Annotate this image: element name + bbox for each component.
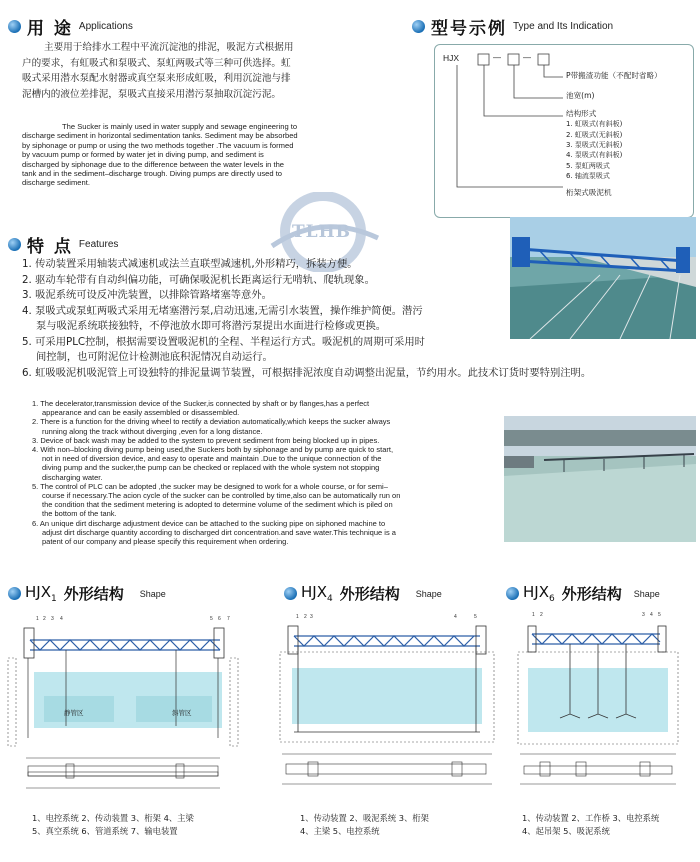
bullet-icon bbox=[412, 20, 425, 33]
sketch1-shape: Shape bbox=[139, 588, 166, 599]
svg-text:6: 6 bbox=[218, 616, 221, 622]
type-title-en: Type and Its Indication bbox=[513, 21, 614, 32]
sketch2-model bbox=[301, 583, 333, 604]
feature-cn-item-cont: 间控制，也可附泥位计检测池底积泥情况自动运行。 bbox=[36, 351, 273, 363]
bullet-icon bbox=[8, 20, 21, 33]
feature-en-line: adjust dirt discharge quantity according to discharged dirt concentration.and save water.This technique is a bbox=[42, 527, 396, 537]
sketch1-drawing bbox=[6, 608, 244, 796]
feature-cn-item: 1. 传动装置采用轴装式减速机或法兰直联型减速机,外形精巧，拆装方便。 bbox=[22, 258, 358, 270]
svg-text:2: 2 bbox=[540, 612, 543, 618]
model-sub: 4 bbox=[326, 594, 333, 604]
applications-en bbox=[22, 122, 394, 188]
feature-en-line: course if necessary.The acion cycle of the sucker can be controlled by time,also can be automatically run on bbox=[42, 491, 401, 501]
type-dash: — bbox=[523, 53, 531, 62]
type-dash: — bbox=[493, 53, 501, 62]
feature-en-line: 3. Device of back wash may be added to the system to prevent sediment from being blocked up in pipes. bbox=[32, 435, 380, 445]
features-cn bbox=[22, 257, 592, 381]
cn-line: 泥槽内的液位差排泥，泵吸式直接采用潜污泵抽取沉淀污泥。 bbox=[22, 88, 282, 100]
model-name: HJX bbox=[301, 583, 327, 601]
svg-text:3: 3 bbox=[310, 614, 313, 620]
feature-cn-item: 4. 泵吸式或泵虹两吸式采用无堵塞潜污泵,启动迅速,无需引水装置，操作维护简便。潜污 bbox=[22, 304, 423, 317]
feature-en-line: 1. The decelerator,transmission device of the Sucker,is connected by shaft or by flanges,has a perfect bbox=[32, 399, 370, 408]
svg-text:4: 4 bbox=[454, 614, 457, 620]
en-line: by siphonage or pump or using the two methods together .The vacuum is formed bbox=[22, 140, 294, 150]
features-header bbox=[8, 232, 118, 257]
sketch3-model bbox=[523, 583, 555, 604]
en-line: tank and in the sediment–discharge trough. Diving pumps are directly used to bbox=[22, 169, 283, 179]
caption-line: 4、起吊架 5、吸泥系统 bbox=[522, 826, 610, 836]
feature-cn-item-cont: 泵与吸泥系统联接独特，不停池放水即可将潜污泵提出水面进行检修或更换。 bbox=[36, 320, 387, 332]
bullet-icon bbox=[284, 587, 297, 600]
svg-text:5: 5 bbox=[658, 612, 661, 618]
applications-cn bbox=[22, 40, 392, 102]
svg-text:5: 5 bbox=[210, 616, 213, 622]
feature-en-line: 2. There is a function for the driving wheel to rectify a deviation automatically,which keeps the sucker always bbox=[32, 417, 391, 427]
applications-title-cn: 用 途 bbox=[27, 19, 73, 39]
feature-en-line: 6. An unique dirt discharge adjustment device can be attached to the sucking pipe on siphoned machine to bbox=[32, 518, 386, 528]
feature-en-line: 5. The control of PLC can be adopted ,the sucker may be designed to work for a whole course, or for semi– bbox=[32, 481, 388, 491]
feature-cn-item: 6. 虹吸吸泥机吸泥管上可设独特的排泥量调节装置，可根据排泥浓度自动调整出泥量，节约用水。此技术订货时要特别注明。 bbox=[22, 366, 592, 379]
sketch1-zone-left: 静管区 bbox=[64, 710, 84, 717]
type-labels bbox=[566, 71, 692, 198]
feature-en-line: the condition that the sediment metering is adopted to determine volume of the sediment which is piled on bbox=[42, 500, 393, 510]
svg-text:2: 2 bbox=[43, 616, 46, 622]
en-line: by vacuum pump or formed by water jet in diving pump, and sediment is bbox=[22, 150, 264, 160]
cn-line: 主要用于给排水工程中平流沉淀池的排泥，吸泥方式根据用 bbox=[44, 42, 294, 53]
sketch2-shape: Shape bbox=[415, 588, 442, 599]
sketch2-title: 外形结构 bbox=[339, 585, 400, 603]
feature-en-line: running along the track without diverging ,even for a long distance. bbox=[42, 426, 263, 436]
caption-line: 1、传动装置 2、工作桥 3、电控系统 bbox=[522, 813, 660, 823]
svg-text:3: 3 bbox=[51, 616, 54, 622]
sketch1-zone-right: 斜管区 bbox=[172, 710, 192, 717]
type-label: 6. 轴流泵吸式 bbox=[566, 172, 610, 181]
features-en bbox=[32, 399, 502, 546]
feature-en-line: not in need of diversion device, and easy to operate and maintain .Due to the unique connection of the bbox=[42, 454, 382, 464]
sketch3-drawing bbox=[510, 608, 690, 796]
en-line: discharge sediment in horizontal sedimentation tanks. Sediment may be absorbed bbox=[22, 131, 298, 141]
type-prefix: HJX bbox=[443, 53, 460, 63]
model-sub: 1 bbox=[50, 594, 57, 604]
type-label: 结构形式 bbox=[566, 108, 597, 118]
type-label: 2. 虹吸式(无斜板) bbox=[566, 130, 623, 139]
svg-text:1: 1 bbox=[532, 612, 535, 618]
feature-en-line: diving pump and the sucker,the pump can be checked or replaced with the whole system not stopping bbox=[42, 463, 380, 473]
photo-tank-open bbox=[504, 416, 696, 542]
photo-tank-machine bbox=[510, 217, 696, 339]
sketch2-header bbox=[284, 583, 442, 604]
sketch3-shape: Shape bbox=[633, 588, 660, 599]
svg-text:3: 3 bbox=[642, 612, 645, 618]
feature-cn-item: 3. 吸泥系统可设反冲洗装置，以排除管路堵塞等意外。 bbox=[22, 289, 272, 301]
sketch1-caption bbox=[32, 812, 272, 838]
caption-line: 1、传动装置 2、吸泥系统 3、桁架 bbox=[300, 813, 429, 823]
sketch2-caption bbox=[300, 812, 500, 838]
type-title-cn: 型号示例 bbox=[431, 19, 507, 39]
applications-header bbox=[8, 14, 133, 39]
model-name: HJX bbox=[523, 583, 549, 601]
model-sub: 6 bbox=[548, 594, 555, 604]
en-line: discharged by siphonage due to the difference between the water levels in the bbox=[22, 159, 285, 169]
svg-text:7: 7 bbox=[227, 616, 230, 622]
type-label: 桁架式吸泥机 bbox=[566, 187, 612, 197]
features-title-en: Features bbox=[78, 239, 119, 250]
type-label: 3. 泵吸式(无斜板) bbox=[566, 141, 623, 150]
cn-line: 户的要求，有虹吸式和泵吸式、泵虹两吸式等三种可供选择。虹 bbox=[22, 57, 291, 69]
svg-text:4: 4 bbox=[60, 616, 63, 622]
applications-title-en: Applications bbox=[78, 21, 133, 32]
bullet-icon bbox=[8, 587, 21, 600]
sketch3-title: 外形结构 bbox=[561, 585, 622, 603]
svg-text:5: 5 bbox=[474, 614, 477, 620]
bullet-icon bbox=[506, 587, 519, 600]
caption-line: 4、主梁 5、电控系统 bbox=[300, 826, 380, 836]
feature-en-line: the bottom of the tank. bbox=[42, 509, 117, 519]
type-header bbox=[412, 14, 613, 39]
type-label: P带搬渣功能（不配时省略） bbox=[566, 71, 662, 80]
sketch1-title: 外形结构 bbox=[63, 585, 124, 603]
svg-text:1: 1 bbox=[296, 614, 299, 620]
svg-text:4: 4 bbox=[650, 612, 653, 618]
type-label: 4. 泵吸式(有斜板) bbox=[566, 151, 623, 160]
caption-line: 5、真空系统 6、管道系统 7、输电装置 bbox=[32, 826, 178, 836]
svg-text:1: 1 bbox=[36, 616, 39, 622]
feature-en-line: 4. With non–blocking diving pump being used,the Suckers both by siphonage and by pump are quick to start, bbox=[32, 445, 394, 455]
sketch1-header bbox=[8, 583, 166, 604]
feature-en-line: discharging water. bbox=[42, 472, 103, 482]
sketch2-drawing bbox=[268, 608, 506, 796]
type-label: 5. 泵虹两吸式 bbox=[566, 161, 610, 170]
type-box bbox=[434, 44, 694, 218]
svg-text:2: 2 bbox=[304, 614, 307, 620]
sketch3-header bbox=[506, 583, 660, 604]
features-title-cn: 特 点 bbox=[27, 237, 73, 257]
feature-cn-item: 2. 驱动车轮带有自动纠偏功能，可确保吸泥机长距离运行无啃轨、爬轨现象。 bbox=[22, 273, 375, 286]
caption-line: 1、电控系统 2、传动装置 3、桁架 4、主梁 bbox=[32, 813, 194, 823]
type-label: 1. 虹吸式(有斜板) bbox=[566, 120, 623, 129]
cn-line: 吸式采用潜水泵配水射器或真空泵来形成虹吸，利用沉淀池与排 bbox=[22, 73, 291, 84]
type-label: 池宽(m) bbox=[566, 91, 595, 101]
en-line: The Sucker is mainly used in water supply and sewage engineering to bbox=[62, 122, 298, 131]
watermark-text: TLHB bbox=[292, 222, 352, 242]
model-name: HJX bbox=[25, 583, 51, 601]
bullet-icon bbox=[8, 238, 21, 251]
en-line: discharge sediment. bbox=[22, 178, 90, 188]
feature-en-line: appearance and can be easily assembled or disassembled. bbox=[42, 408, 240, 418]
sketch1-model bbox=[25, 583, 57, 604]
feature-cn-item: 5. 可采用PLC控制，根据需要设置吸泥机的全程、半程运行方式。吸泥机的周期可采用时 bbox=[22, 335, 425, 348]
sketch3-caption bbox=[522, 812, 698, 838]
feature-en-line: patent of our company and please specify this requirement when ordering. bbox=[42, 537, 289, 547]
